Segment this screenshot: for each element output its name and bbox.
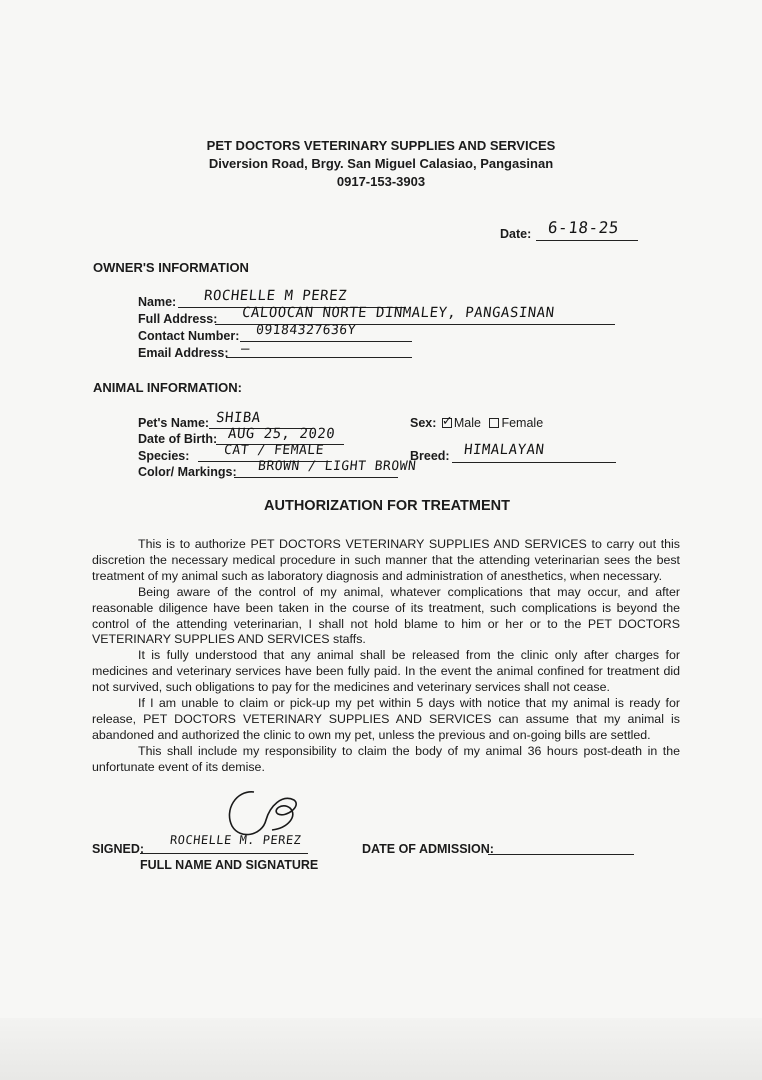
check-mark-icon: ✓ (441, 413, 453, 428)
male-checkbox (441, 413, 453, 428)
color-line (234, 477, 398, 478)
male-option-label: Male (453, 416, 481, 430)
authorization-title: AUTHORIZATION FOR TREATMENT (264, 498, 510, 514)
paragraph: Being aware of the control of my animal, whatever complications that may occur, and after reasonable diligence have been taken in the course of its treatment, such complications is beyond the control of the attending veterinarian, I shall not hold blame to him or her or to the PET DOCTORS VETERINARY SUPPLIES AND SERVICES staffs. (92, 584, 680, 647)
sex-field (410, 413, 544, 430)
email-label: Email Address: (138, 346, 229, 360)
breed-line (452, 462, 616, 463)
authorization-body (92, 537, 680, 776)
paragraph: It is fully understood that any animal shall be released from the clinic only after charges for medicines and veterinary services have been fully paid. In the event the animal confined for treatment did not survived, such obligations to pay for the medicines and veterinary services shall not cease. (92, 648, 680, 695)
breed-label: Breed: (410, 449, 450, 463)
paragraph: This shall include my responsibility to claim the body of my animal 36 hours post-death in the unfortunate event of its demise. (92, 743, 680, 774)
contact-label: Contact Number: (138, 329, 240, 343)
pet-name-label: Pet's Name: (138, 416, 210, 430)
email-line (226, 357, 412, 358)
contact-value: 09184327636Y (255, 323, 357, 338)
address-value: CALOOCAN NORTE DINMALEY, PANGASINAN (241, 305, 556, 321)
signature-line (140, 853, 308, 854)
signature-caption: FULL NAME AND SIGNATURE (140, 858, 319, 872)
female-checkbox (489, 418, 499, 428)
paragraph: This is to authorize PET DOCTORS VETERINARY SUPPLIES AND SERVICES to carry out this discretion the necessary medical procedure in such manner that the attending veterinarian sees the best treatment of my animal such as laboratory diagnosis and administration of anesthetics, when necessary. (92, 537, 680, 583)
owner-name-value: ROCHELLE M PEREZ (203, 288, 348, 304)
owner-name-label: Name: (138, 295, 177, 309)
email-value: – (240, 341, 251, 357)
species-label: Species: (138, 449, 190, 463)
clinic-name: PET DOCTORS VETERINARY SUPPLIES AND SERVICES (206, 138, 556, 153)
female-option-label: Female (501, 416, 544, 430)
owner-section-title: OWNER'S INFORMATION (93, 260, 249, 275)
address-label: Full Address: (138, 312, 218, 326)
animal-section-title: ANIMAL INFORMATION: (93, 380, 242, 395)
scan-edge-shadow (0, 1018, 762, 1080)
clinic-address: Diversion Road, Brgy. San Miguel Calasiao, Pangasinan (208, 156, 554, 171)
admission-date-label: DATE OF ADMISSION: (362, 842, 494, 856)
date-line (536, 240, 638, 241)
color-label: Color/ Markings: (138, 465, 237, 479)
color-value: BROWN / LIGHT BROWN (257, 459, 418, 474)
dob-label: Date of Birth: (138, 432, 218, 446)
signed-label: SIGNED: (92, 842, 145, 856)
breed-value: HIMALAYAN (463, 442, 546, 458)
sex-label: Sex: (410, 416, 437, 430)
clinic-phone: 0917-153-3903 (336, 174, 426, 189)
contact-line (240, 341, 412, 342)
date-label: Date: (500, 227, 532, 241)
signed-name-value: ROCHELLE M. PEREZ (169, 833, 303, 847)
paragraph: If I am unable to claim or pick-up my pet within 5 days with notice that my animal is ready for release, PET DOCTORS VETERINARY SUPPLIES AND SERVICES can assume that my animal is abandoned and authorized the clinic to own my pet, unless the previous and on-going bills are settled. (92, 696, 680, 742)
species-value: CAT / FEMALE (223, 443, 325, 458)
date-value: 6-18-25 (547, 218, 620, 237)
dob-value: AUG 25, 2020 (227, 426, 336, 442)
admission-date-line (488, 854, 634, 855)
pet-name-value: SHIBA (215, 410, 262, 426)
